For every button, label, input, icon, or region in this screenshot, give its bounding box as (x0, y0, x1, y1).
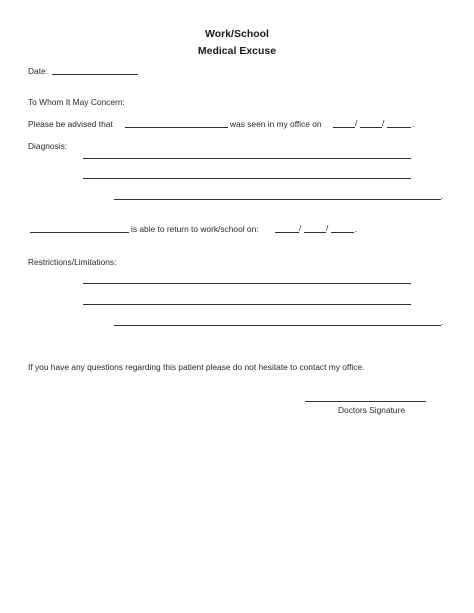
advised-suffix-text: was seen in my office on (230, 119, 322, 129)
signature-line[interactable] (305, 401, 426, 402)
return-month-line[interactable] (275, 232, 299, 233)
signature-label: Doctors Signature (338, 405, 406, 415)
restrictions-line-3[interactable] (114, 325, 441, 326)
restrictions-period: . (441, 317, 444, 327)
form-title-line1: Work/School (205, 28, 269, 40)
visit-month-line[interactable] (333, 127, 355, 128)
return-date-slash-1: / (299, 223, 302, 233)
restrictions-line-1[interactable] (83, 283, 411, 284)
return-year-line[interactable] (331, 232, 354, 233)
patient-name-line[interactable] (125, 127, 228, 128)
restrictions-line-2[interactable] (83, 304, 411, 305)
diagnosis-line-1[interactable] (83, 158, 411, 159)
visit-day-line[interactable] (360, 127, 382, 128)
return-day-line[interactable] (304, 232, 326, 233)
return-patient-name-line[interactable] (30, 232, 129, 233)
advised-prefix-text: Please be advised that (28, 119, 113, 129)
diagnosis-line-2[interactable] (83, 178, 411, 179)
diagnosis-line-3[interactable] (114, 199, 441, 200)
contact-text: If you have any questions regarding this patient please do not hesitate to contact my office. (28, 362, 365, 372)
visit-year-line[interactable] (387, 127, 411, 128)
date-label: Date: (28, 66, 49, 76)
return-date-period: . (355, 224, 358, 234)
visit-date-period: . (412, 119, 415, 129)
form-title-line2: Medical Excuse (197, 45, 277, 57)
date-field-line[interactable] (52, 74, 138, 75)
diagnosis-period: . (441, 191, 444, 201)
visit-date-slash-1: / (355, 118, 358, 128)
visit-date-slash-2: / (382, 118, 385, 128)
salutation-text: To Whom It May Concern: (28, 97, 125, 107)
diagnosis-label: Diagnosis: (28, 141, 68, 151)
restrictions-label: Restrictions/Limitations: (28, 257, 117, 267)
return-date-slash-2: / (326, 223, 329, 233)
return-text: is able to return to work/school on: (131, 224, 259, 234)
